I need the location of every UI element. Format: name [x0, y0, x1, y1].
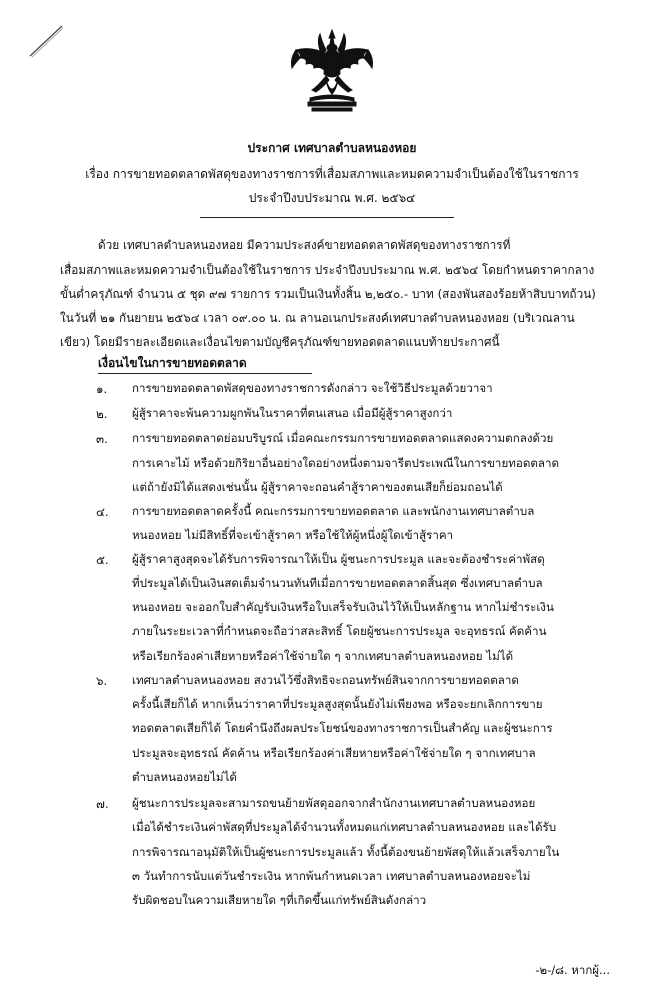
intro-line: เขียว) โดยมีรายละเอียดและเงื่อนไขตามบัญชีครุภัณฑ์ขายทอดตลาดแนบท้ายประกาศนี้ — [60, 335, 500, 349]
condition-line: ครั้งนี้เสียก็ได้ หากเห็นว่าราคาที่ประมูลสูงสุดนั้นยังไม่เพียงพอ หรือจะยกเลิกการขาย — [132, 697, 543, 711]
announcement-subject: เรื่อง การขายทอดตลาดพัสดุของทางราชการที่เสื่อมสภาพและหมดความจำเป็นต้องใช้ในราชการ — [85, 167, 579, 181]
intro-line: ขั้นต่ำครุภัณฑ์ จำนวน ๕ ชุด ๙๗ รายการ รวมเป็นเงินทั้งสิ้น ๒,๒๕๐.- บาท (สองพันสองร้อยห้าสิบบาทถ้วน) — [60, 287, 596, 301]
intro-line: ในวันที่ ๒๑ กันยายน ๒๕๖๔ เวลา ๐๙.๐๐ น. ณ ลานอเนกประสงค์เทศบาลตำบลหนองหอย (บริเวณลาน — [60, 311, 575, 325]
condition-number: ๔. — [96, 505, 109, 519]
conditions-heading-underline — [98, 373, 312, 374]
intro-line: เสื่อมสภาพและหมดความจำเป็นต้องใช้ในราชการ ประจำปีงบประมาณ พ.ศ. ๒๕๖๔ โดยกำหนดราคากลาง — [60, 263, 595, 277]
condition-line: หรือเรียกร้องค่าเสียหายหรือค่าใช้จ่ายใด ๆ จากเทศบาลตำบลหนองหอย ไม่ได้ — [132, 649, 514, 663]
condition-line: การขายทอดตลาดย่อมบริบูรณ์ เมื่อคณะกรรมการขายทอดตลาดแสดงความตกลงด้วย — [132, 431, 554, 445]
condition-line: รับผิดชอบในความเสียหายใด ๆที่เกิดขึ้นแก่ทรัพย์สินดังกล่าว — [132, 893, 427, 907]
condition-line: ทอดตลาดเสียก็ได้ โดยคำนึงถึงผลประโยชน์ของทางราชการเป็นสำคัญ และผู้ชนะการ — [132, 721, 553, 735]
condition-number: ๓. — [96, 432, 108, 446]
condition-line: การขายทอดตลาดครั้งนี้ คณะกรรมการขายทอดตลาด และพนักงานเทศบาลตำบล — [132, 504, 535, 518]
title-divider — [200, 217, 454, 218]
pen-stroke-mark — [26, 20, 66, 60]
intro-line: ด้วย เทศบาลตำบลหนองหอย มีความประสงค์ขายทอดตลาดพัสดุของทางราชการที่ — [98, 238, 511, 252]
condition-line: ตำบลหนองหอยไม่ได้ — [132, 770, 237, 784]
condition-line: หนองหอย ไม่มีสิทธิ์ที่จะเข้าสู้ราคา หรือใช้ให้ผู้หนึ่งผู้ใดเข้าสู้ราคา — [132, 528, 454, 542]
condition-number: ๕. — [96, 553, 109, 567]
condition-line: ที่ประมูลได้เป็นเงินสดเต็มจำนวนทันทีเมื่อการขายทอดตลาดสิ้นสุด ซึ่งเทศบาลตำบล — [132, 576, 543, 590]
page-continuation-note: -๒-/๘. หากผู้... — [535, 963, 610, 977]
condition-number: ๑. — [96, 382, 108, 396]
condition-number: ๒. — [96, 407, 108, 421]
condition-line: การเคาะไม้ หรือด้วยกิริยาอื่นอย่างใดอย่างหนึ่งตามจารีตประเพณีในการขายทอดตลาด — [132, 456, 560, 470]
condition-line: ประมูลจะอุทธรณ์ คัดค้าน หรือเรียกร้องค่าเสียหายหรือค่าใช้จ่ายใด ๆ จากเทศบาล — [132, 746, 536, 760]
condition-line: เทศบาลตำบลหนองหอย สงวนไว้ซึ่งสิทธิจะถอนทรัพย์สินจากการขายทอดตลาด — [132, 673, 519, 687]
condition-line: ๓ วันทำการนับแต่วันชำระเงิน หากพ้นกำหนดเวลา เทศบาลตำบลหนองหอยจะไม่ — [132, 869, 531, 883]
condition-number: ๗. — [96, 797, 109, 811]
condition-line: ผู้สู้ราคาสูงสุดจะได้รับการพิจารณาให้เป็น ผู้ชนะการประมูล และจะต้องชำระค่าพัสดุ — [132, 552, 545, 566]
conditions-heading: เงื่อนไขในการขายทอดตลาด — [98, 356, 247, 370]
condition-line: การพิจารณาอนุมัติให้เป็นผู้ชนะการประมูลแล้ว ทั้งนี้ต้องขนย้ายพัสดุให้แล้วเสร็จภายใน — [132, 845, 560, 859]
condition-line: เมื่อได้ชำระเงินค่าพัสดุที่ประมูลได้จำนวนทั้งหมดแก่เทศบาลตำบลหนองหอย และได้รับ — [132, 820, 557, 834]
announcement-subject-continued: ประจำปีงบประมาณ พ.ศ. ๒๕๖๔ — [248, 191, 416, 205]
condition-line: แต่ถ้ายังมิได้แสดงเช่นนั้น ผู้สู้ราคาจะถอนคำสู้ราคาของตนเสียก็ย่อมถอนได้ — [132, 480, 503, 494]
garuda-emblem-icon — [282, 28, 382, 120]
announcement-title: ประกาศ เทศบาลตำบลหนองหอย — [247, 141, 417, 155]
condition-line: ภายในระยะเวลาที่กำหนดจะถือว่าสละสิทธิ์ โดยผู้ชนะการประมูล จะอุทธรณ์ คัดค้าน — [132, 624, 547, 638]
condition-line: ผู้ชนะการประมูลจะสามารถขนย้ายพัสดุออกจากสำนักงานเทศบาลตำบลหนองหอย — [132, 796, 536, 810]
condition-line: ผู้สู้ราคาจะพ้นความผูกพันในราคาที่ตนเสนอ เมื่อมีผู้สู้ราคาสูงกว่า — [132, 406, 453, 420]
condition-number: ๖. — [96, 674, 108, 688]
condition-line: หนองหอย จะออกใบสำคัญรับเงินหรือใบเสร็จรับเงินไว้ให้เป็นหลักฐาน หากไม่ชำระเงิน — [132, 600, 554, 614]
condition-line: การขายทอดตลาดพัสดุของทางราชการดังกล่าว จะใช้วิธีประมูลด้วยวาจา — [132, 381, 493, 395]
